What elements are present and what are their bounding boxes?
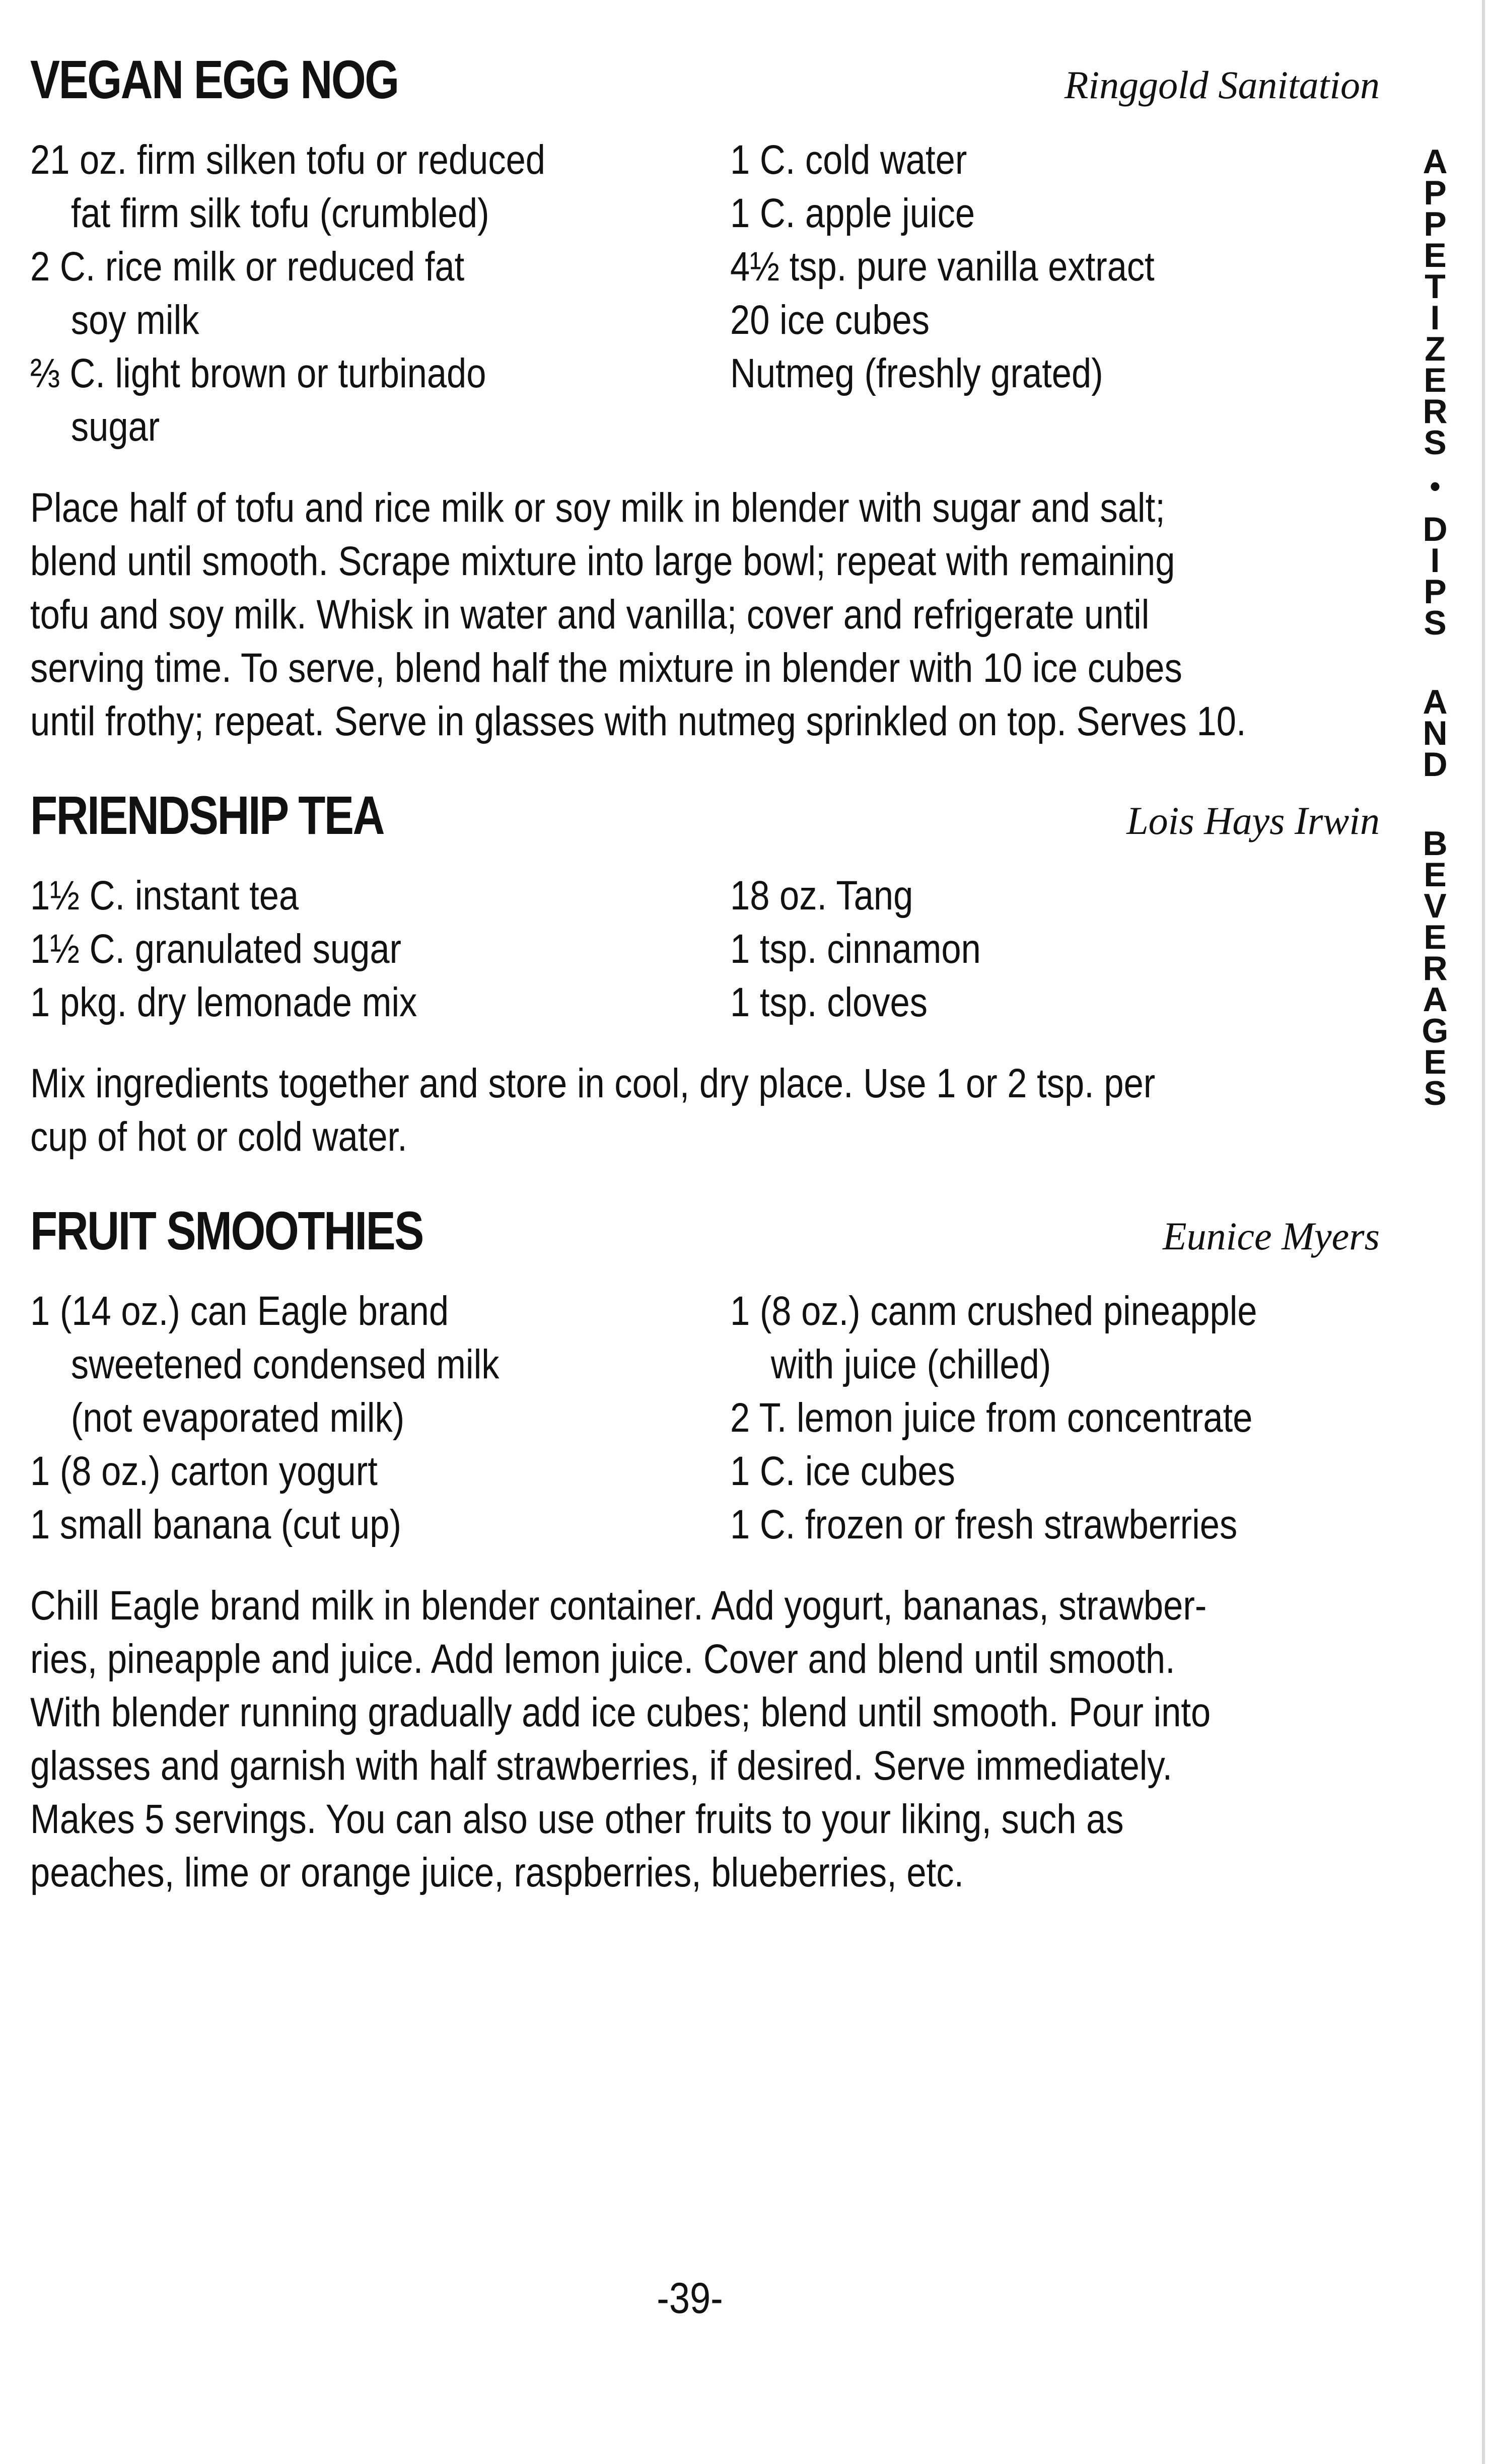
- ingredient-column-left: [30, 869, 730, 1029]
- ingredient-list: [30, 1285, 1380, 1552]
- ingredient-line: 1 tsp. cloves: [730, 979, 928, 1025]
- recipe-author: Eunice Myers: [1163, 1214, 1380, 1258]
- ingredient-line: sweetened condensed milk: [70, 1342, 500, 1387]
- side-tab-letter: A: [1423, 683, 1448, 721]
- side-tab-word: [1422, 824, 1449, 1112]
- directions-line: Place half of tofu and rice milk or soy milk in blender with sugar and salt;: [30, 485, 1165, 531]
- recipe-friendship-tea: [30, 784, 1380, 1164]
- ingredient: [730, 923, 1289, 976]
- ingredient: [30, 1498, 632, 1552]
- recipe-header: [30, 784, 1380, 849]
- ingredient-list: [30, 869, 1380, 1029]
- ingredient-line: with juice (chilled): [770, 1342, 1051, 1387]
- recipe-header: [30, 48, 1380, 113]
- side-tab-letter: E: [1424, 918, 1447, 956]
- ingredient-column-left: [30, 1285, 730, 1552]
- page-content: [30, 48, 1380, 1935]
- ingredient: [730, 187, 1289, 240]
- side-tab-letter: P: [1424, 205, 1447, 243]
- ingredient: [730, 869, 1289, 923]
- ingredient-line: (not evaporated milk): [70, 1395, 405, 1441]
- side-tab-letter: A: [1423, 143, 1448, 181]
- recipe-title: FRUIT SMOOTHIES: [30, 1200, 423, 1261]
- ingredient: [730, 1445, 1289, 1498]
- ingredient-line: sugar: [70, 404, 160, 450]
- recipe-directions: [30, 1579, 1381, 1899]
- ingredient-column-right: [730, 133, 1380, 454]
- side-tab-letter: D: [1423, 745, 1448, 784]
- directions-line: cup of hot or cold water.: [30, 1114, 407, 1160]
- ingredient-line: 1 C. ice cubes: [730, 1448, 955, 1494]
- ingredient: [30, 923, 632, 976]
- ingredient: [730, 1285, 1289, 1391]
- side-tab-separator: •: [1430, 469, 1441, 503]
- directions-line: Makes 5 servings. You can also use other fruits to your liking, such as: [30, 1796, 1124, 1842]
- directions-line: ries, pineapple and juice. Add lemon juice. Cover and blend until smooth.: [30, 1636, 1175, 1682]
- directions-line: serving time. To serve, blend half the mixture in blender with 10 ice cubes: [30, 645, 1182, 691]
- ingredient-line: soy milk: [70, 297, 199, 343]
- side-tab-letter: P: [1424, 573, 1447, 611]
- directions-line: With blender running gradually add ice cubes; blend until smooth. Pour into: [30, 1689, 1211, 1735]
- directions-line: until frothy; repeat. Serve in glasses with nutmeg sprinkled on top. Serves 10.: [30, 698, 1246, 744]
- ingredient-line: 20 ice cubes: [730, 297, 930, 343]
- ingredient-line: ⅔ C. light brown or turbinado: [30, 350, 486, 396]
- ingredient: [730, 976, 1289, 1029]
- ingredient-line: 21 oz. firm silken tofu or reduced: [30, 137, 546, 183]
- ingredient-line: 2 T. lemon juice from concentrate: [730, 1395, 1253, 1441]
- page-number: -39-: [657, 2274, 723, 2322]
- ingredient: [30, 1445, 632, 1498]
- side-tab-letter: D: [1423, 510, 1448, 548]
- side-tab-word: [1423, 683, 1448, 784]
- ingredient-line: 1 (14 oz.) can Eagle brand: [30, 1288, 449, 1334]
- ingredient-column-left: [30, 133, 730, 454]
- side-tab-letter: S: [1424, 424, 1447, 462]
- side-tab-letter: N: [1423, 714, 1448, 752]
- ingredient: [730, 1498, 1289, 1552]
- ingredient-line: 1½ C. granulated sugar: [30, 926, 402, 972]
- ingredient-line: 1 (8 oz.) carton yogurt: [30, 1448, 378, 1494]
- ingredient-line: 18 oz. Tang: [730, 873, 913, 919]
- recipe-directions: [30, 1057, 1381, 1164]
- directions-line: peaches, lime or orange juice, raspberries, blueberries, etc.: [30, 1850, 964, 1895]
- ingredient-line: 1 C. cold water: [730, 137, 967, 183]
- recipe-title: FRIENDSHIP TEA: [30, 785, 384, 846]
- side-tab-letter: V: [1424, 887, 1447, 925]
- ingredient-line: 1 small banana (cut up): [30, 1502, 401, 1547]
- side-tab-letter: T: [1425, 267, 1446, 306]
- ingredient-line: 1 tsp. cinnamon: [730, 926, 981, 972]
- directions-line: glasses and garnish with half strawberries, if desired. Serve immediately.: [30, 1743, 1173, 1789]
- side-tab-letter: G: [1422, 1012, 1449, 1050]
- directions-line: Chill Eagle brand milk in blender container. Add yogurt, bananas, strawber-: [30, 1583, 1207, 1629]
- ingredient: [730, 294, 1289, 347]
- recipe-header: [30, 1199, 1380, 1264]
- side-tab-letter: A: [1423, 980, 1448, 1019]
- directions-line: Mix ingredients together and store in cool, dry place. Use 1 or 2 tsp. per: [30, 1061, 1156, 1106]
- recipe-directions: [30, 481, 1381, 748]
- ingredient-line: 1½ C. instant tea: [30, 873, 299, 919]
- recipe-author: Ringgold Sanitation: [1064, 63, 1380, 107]
- side-tab-letter: E: [1424, 236, 1447, 274]
- ingredient-list: [30, 133, 1380, 454]
- side-tab-letter: Z: [1425, 330, 1446, 368]
- directions-line: blend until smooth. Scrape mixture into large bowl; repeat with remaining: [30, 538, 1175, 584]
- ingredient: [30, 240, 632, 347]
- recipe-fruit-smoothies: [30, 1199, 1380, 1899]
- ingredient: [30, 347, 632, 454]
- side-tab-letter: S: [1424, 1074, 1447, 1112]
- side-tab-word: [1423, 143, 1448, 462]
- ingredient-line: 4½ tsp. pure vanilla extract: [730, 244, 1155, 290]
- side-tab-letter: R: [1423, 949, 1448, 988]
- ingredient: [30, 869, 632, 923]
- side-tab-letter: R: [1423, 392, 1448, 431]
- ingredient: [730, 347, 1289, 400]
- recipe-title: VEGAN EGG NOG: [30, 49, 398, 110]
- ingredient-line: 1 (8 oz.) canm crushed pineapple: [730, 1288, 1257, 1334]
- ingredient: [30, 133, 632, 240]
- ingredient: [730, 240, 1289, 294]
- side-tab-letter: E: [1424, 1043, 1447, 1081]
- side-tab-letter: I: [1430, 541, 1440, 580]
- side-tab-word: [1423, 510, 1448, 642]
- recipe-vegan-egg-nog: [30, 48, 1380, 748]
- side-tab-letter: I: [1430, 299, 1440, 337]
- directions-line: tofu and soy milk. Whisk in water and vanilla; cover and refrigerate until: [30, 592, 1150, 638]
- ingredient-line: 1 C. apple juice: [730, 190, 975, 236]
- ingredient-line: Nutmeg (freshly grated): [730, 350, 1103, 396]
- side-tab-letter: E: [1424, 361, 1447, 399]
- ingredient-line: 1 C. frozen or fresh strawberries: [730, 1502, 1238, 1547]
- ingredient: [30, 976, 632, 1029]
- side-tab-letter: B: [1423, 824, 1448, 863]
- ingredient-column-right: [730, 1285, 1380, 1552]
- ingredient: [730, 1391, 1289, 1445]
- ingredient-column-right: [730, 869, 1380, 1029]
- ingredient-line: fat firm silk tofu (crumbled): [70, 190, 489, 236]
- ingredient: [30, 1285, 632, 1445]
- recipe-author: Lois Hays Irwin: [1126, 799, 1380, 842]
- ingredient: [730, 133, 1289, 187]
- side-tab-letter: P: [1424, 174, 1447, 212]
- ingredient-line: 2 C. rice milk or reduced fat: [30, 244, 465, 290]
- page-edge-divider: [1482, 0, 1485, 2464]
- side-tab-letter: S: [1424, 604, 1447, 642]
- side-tab-letter: E: [1424, 856, 1447, 894]
- ingredient-line: 1 pkg. dry lemonade mix: [30, 979, 417, 1025]
- section-side-tab: [1405, 143, 1465, 1112]
